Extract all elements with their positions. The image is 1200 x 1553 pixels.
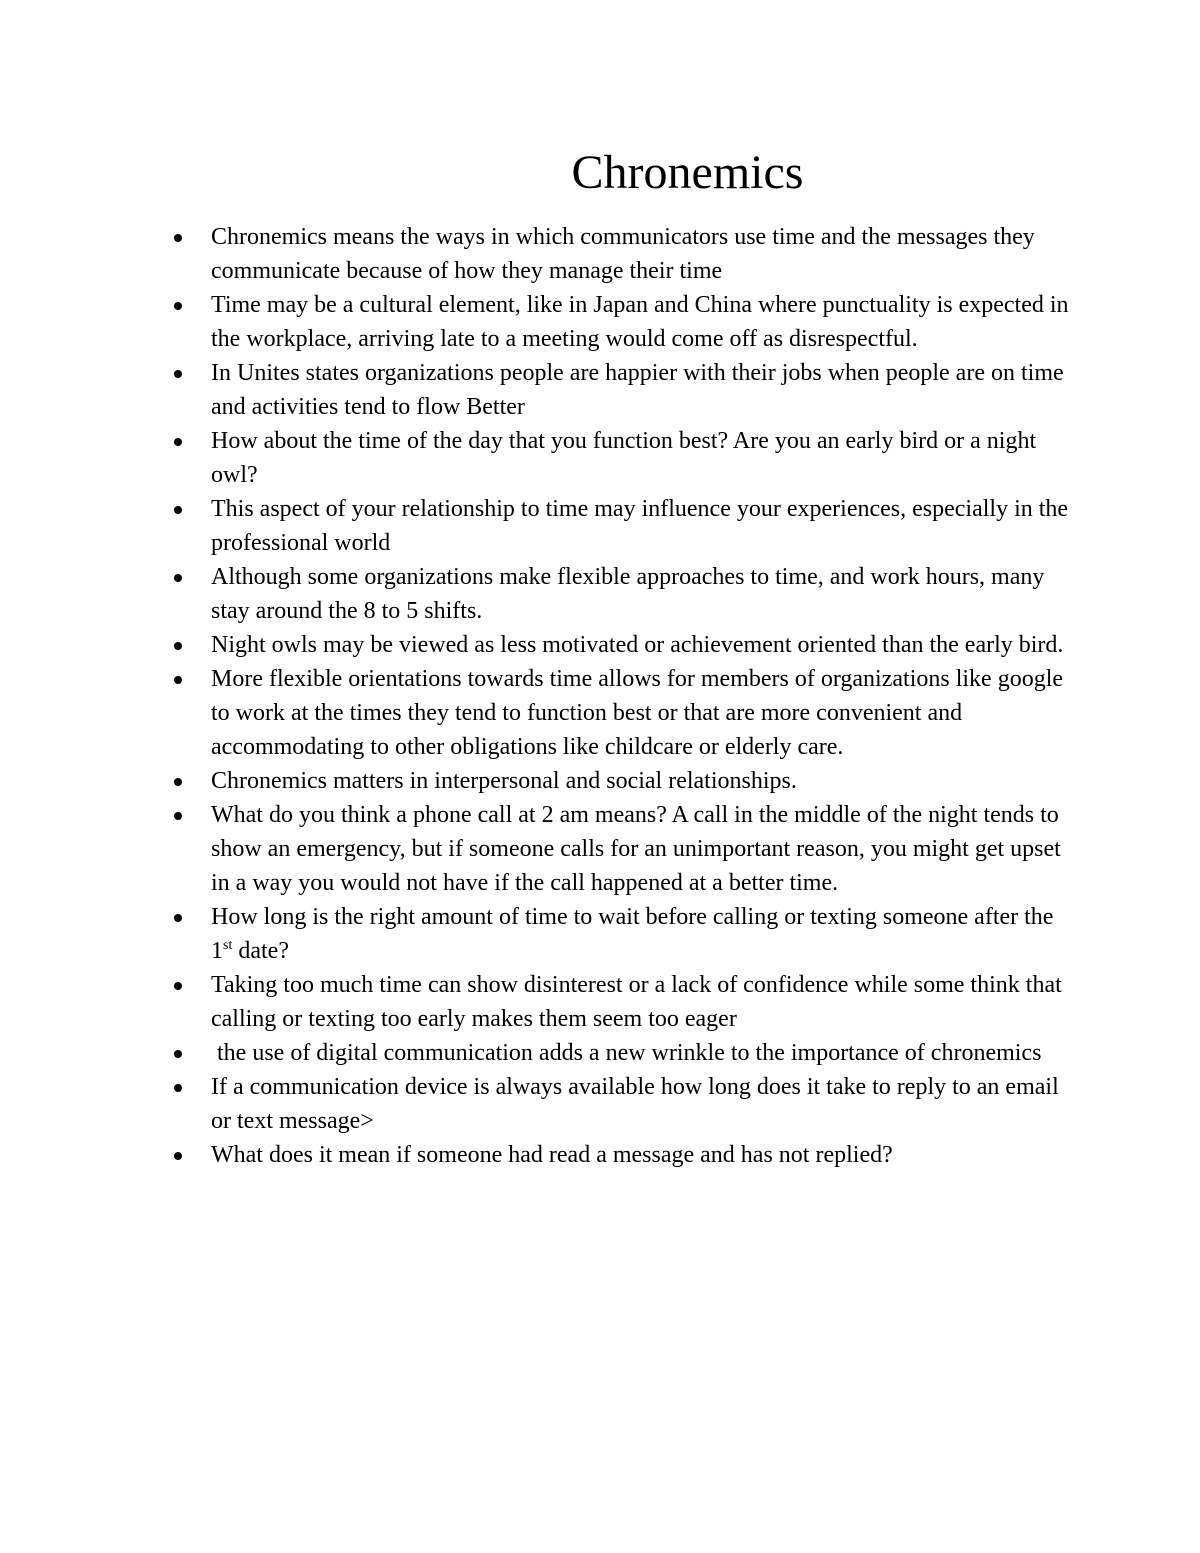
- bullet-text: In Unites states organizations people are happier with their jobs when people are on time and activities tend to flow Better: [211, 360, 1064, 420]
- bullet-text: Chronemics matters in interpersonal and social relationships.: [211, 768, 797, 794]
- bullet-icon: [174, 1084, 182, 1092]
- bullet-text: Time may be a cultural element, like in Japan and China where punctuality is expected in the workplace, arriving late to a meeting would come off as disrespectful.: [211, 292, 1069, 352]
- list-item: [211, 1138, 1071, 1172]
- list-item: [211, 288, 1071, 356]
- bullet-text: What do you think a phone call at 2 am means? A call in the middle of the night tends to show an emergency, but if someone calls for an unimportant reason, you might get upset in a way you would not have if the call happened at a better time.: [211, 802, 1061, 896]
- bullet-text-main: How long is the right amount of time to wait before calling or texting someone after the 1: [211, 904, 1054, 964]
- bullet-text: More flexible orientations towards time allows for members of organizations like google to work at the times they tend to function best or that are more convenient and accommodating to other obligations like childcare or elderly care.: [211, 666, 1064, 760]
- bullet-text: [211, 900, 1071, 968]
- bullet-text: How about the time of the day that you function best? Are you an early bird or a night owl?: [211, 428, 1037, 488]
- bullet-icon: [174, 370, 182, 378]
- bullet-text: Taking too much time can show disinterest or a lack of confidence while some think that calling or texting too early makes them seem too eager: [211, 972, 1062, 1032]
- list-item: [211, 968, 1071, 1036]
- list-item: [211, 560, 1071, 628]
- list-item: [211, 492, 1071, 560]
- list-item: [211, 424, 1071, 492]
- bullet-text: What does it mean if someone had read a message and has not replied?: [211, 1142, 893, 1168]
- bullet-icon: [174, 234, 182, 242]
- bullet-icon: [174, 676, 182, 684]
- list-item: [211, 662, 1071, 764]
- bullet-icon: [174, 506, 182, 514]
- bullet-icon: [174, 812, 182, 820]
- bullet-text: Although some organizations make flexible approaches to time, and work hours, many stay around the 8 to 5 shifts.: [211, 564, 1045, 624]
- ordinal-superscript: st: [223, 938, 233, 953]
- bullet-text: This aspect of your relationship to time may influence your experiences, especially in the professional world: [211, 496, 1069, 556]
- list-item: [211, 900, 1071, 968]
- bullet-icon: [174, 1152, 182, 1160]
- bullet-icon: [174, 574, 182, 582]
- bullet-icon: [174, 302, 182, 310]
- bullet-list: [211, 220, 1071, 1172]
- list-item: [211, 764, 1071, 798]
- list-item: [211, 1036, 1071, 1070]
- page-title: Chronemics: [571, 146, 804, 199]
- list-item: [211, 1070, 1071, 1138]
- list-item: [211, 220, 1071, 288]
- bullet-icon: [174, 778, 182, 786]
- list-item: [211, 628, 1071, 662]
- bullet-text: If a communication device is always available how long does it take to reply to an email or text message>: [211, 1074, 1059, 1134]
- bullet-text: the use of digital communication adds a new wrinkle to the importance of chronemics: [211, 1040, 1042, 1066]
- bullet-icon: [174, 914, 182, 922]
- bullet-text: Night owls may be viewed as less motivated or achievement oriented than the early bird.: [211, 632, 1064, 658]
- list-item: [211, 798, 1071, 900]
- bullet-icon: [174, 438, 182, 446]
- bullet-text: Chronemics means the ways in which communicators use time and the messages they communicate because of how they manage their time: [211, 224, 1035, 284]
- bullet-icon: [174, 1050, 182, 1058]
- list-item: [211, 356, 1071, 424]
- bullet-icon: [174, 982, 182, 990]
- bullet-text-suffix: date?: [232, 938, 289, 964]
- bullet-icon: [174, 642, 182, 650]
